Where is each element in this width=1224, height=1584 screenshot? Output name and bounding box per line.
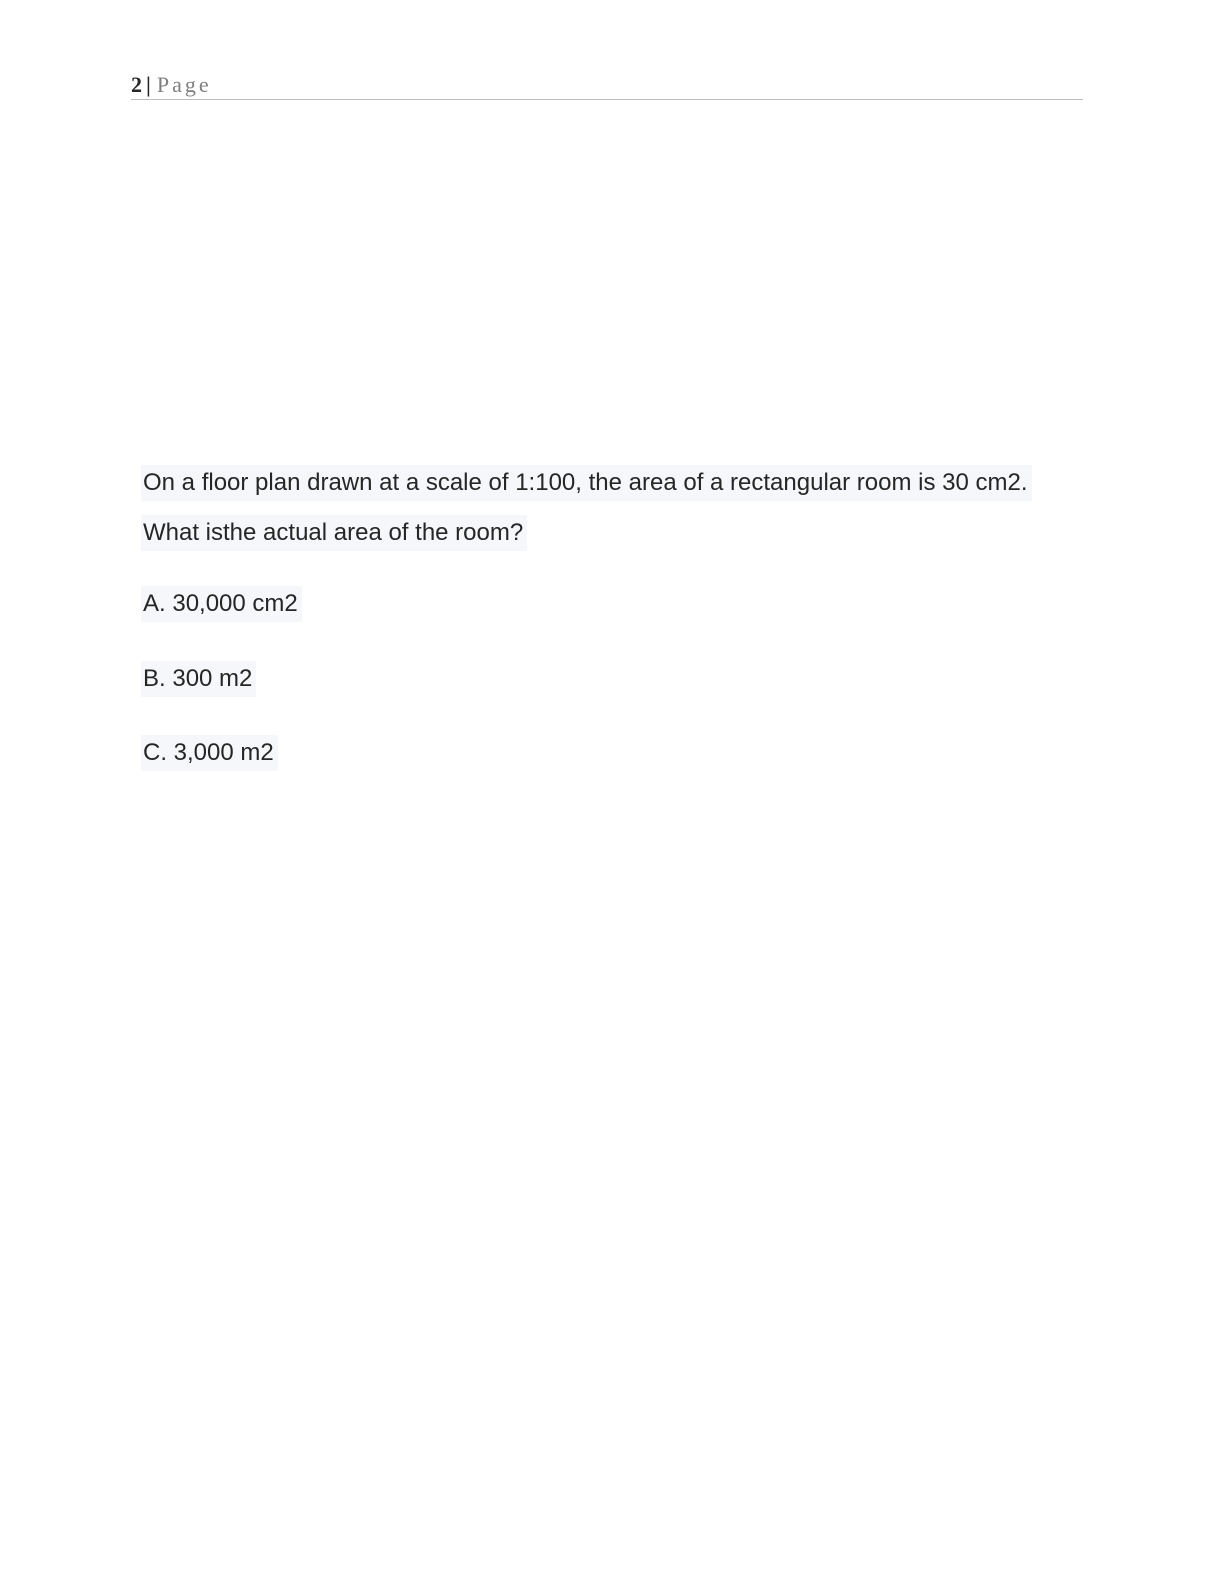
page-number: 2 [131, 72, 142, 97]
question-line-2: What isthe actual area of the room? [141, 515, 527, 551]
question-line-1: On a floor plan drawn at a scale of 1:100, the area of a rectangular room is 30 cm2. [141, 465, 1032, 501]
option-c: C. 3,000 m2 [141, 735, 278, 771]
option-a: A. 30,000 cm2 [141, 586, 302, 622]
page-header [131, 70, 1083, 100]
page-separator: | [146, 72, 151, 97]
option-b: B. 300 m2 [141, 661, 256, 697]
page-label: Page [156, 72, 212, 97]
